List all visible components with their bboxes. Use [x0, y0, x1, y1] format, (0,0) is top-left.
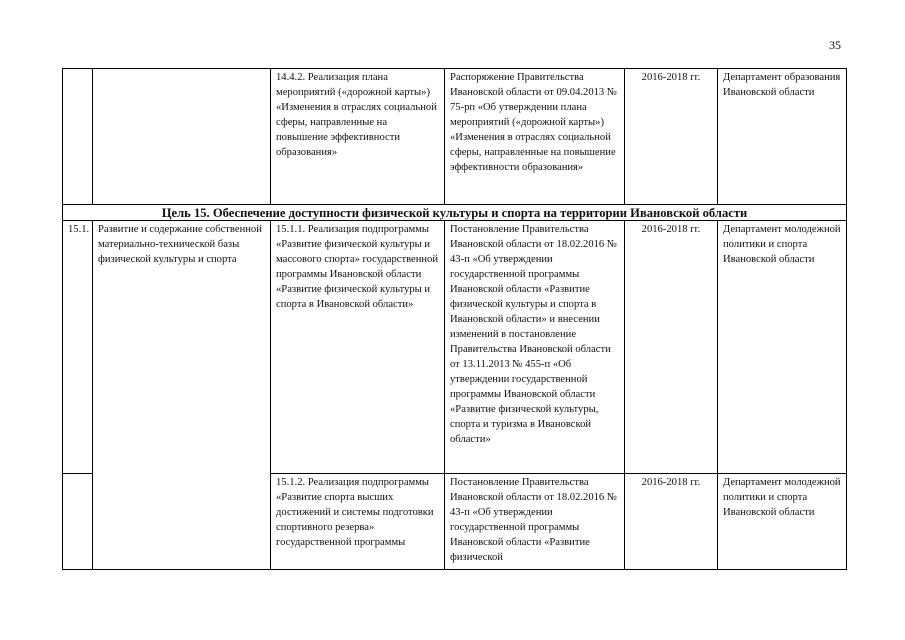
responsible-cell: Департамент молодежной политики и спорта Ивановской области — [718, 221, 847, 474]
goal-row — [63, 205, 847, 221]
number-cell — [63, 474, 93, 570]
measure-text: 15.1.2. Реализация подпрограммы «Развитие спорта высших достижений и системы подготовки спортивного резерва» государственной программы — [276, 477, 434, 548]
number-cell — [63, 69, 93, 205]
period-cell: 2016-2018 гг. — [625, 221, 718, 474]
measure-cell: 15.1.1. Реализация подпрограммы «Развитие физической культуры и массового спорта» государственной программы Ивановской области «Развитие физической культуры и спорта в Ивановской области» — [271, 221, 445, 474]
responsible-cell: Департамент образования Ивановской области — [718, 69, 847, 205]
document-cell: Распоряжение Правительства Ивановской области от 09.04.2013 № 75-рп «Об утверждении плана мероприятий («дорожной карты») «Изменения в отраслях социальной сферы, направленные на повышение эффективности образования» — [445, 69, 625, 205]
document-text: Постановление Правительства Ивановской области от 18.02.2016 № 43-п «Об утверждении государственной программы Ивановской области «Развитие физической — [450, 477, 617, 563]
measure-cell: 14.4.2. Реализация плана мероприятий («дорожной карты») «Изменения в отраслях социальной сферы, направленные на повышение эффективности образования» — [271, 69, 445, 205]
period-cell: 2016-2018 гг. — [625, 474, 718, 570]
responsible-cell: Департамент молодежной политики и спорта Ивановской области — [718, 474, 847, 570]
document-cell: Постановление Правительства Ивановской области от 18.02.2016 № 43-п «Об утверждении государственной программы Ивановской области «Развитие физической культуры и спорта в Ивановской области» и внесении изменений в постановление Правительства Ивановской области от 13.11.2013 № 455-п «Об утверждении государственной программы Ивановской области «Развитие физической культуры, спорта и туризма в Ивановской области» — [445, 221, 625, 474]
task-cell — [93, 69, 271, 205]
page-number: 35 — [829, 38, 841, 52]
number-cell: 15.1. — [63, 221, 93, 474]
goal-title: Цель 15. Обеспечение доступности физической культуры и спорта на территории Ивановской области — [63, 205, 847, 221]
measure-cell — [271, 474, 445, 570]
task-cell: Развитие и содержание собственной материально-технической базы физической культуры и спорта — [93, 221, 271, 570]
document-cell — [445, 474, 625, 570]
table-row — [63, 221, 847, 474]
period-cell: 2016-2018 гг. — [625, 69, 718, 205]
measures-table — [62, 68, 847, 570]
table-row — [63, 69, 847, 205]
